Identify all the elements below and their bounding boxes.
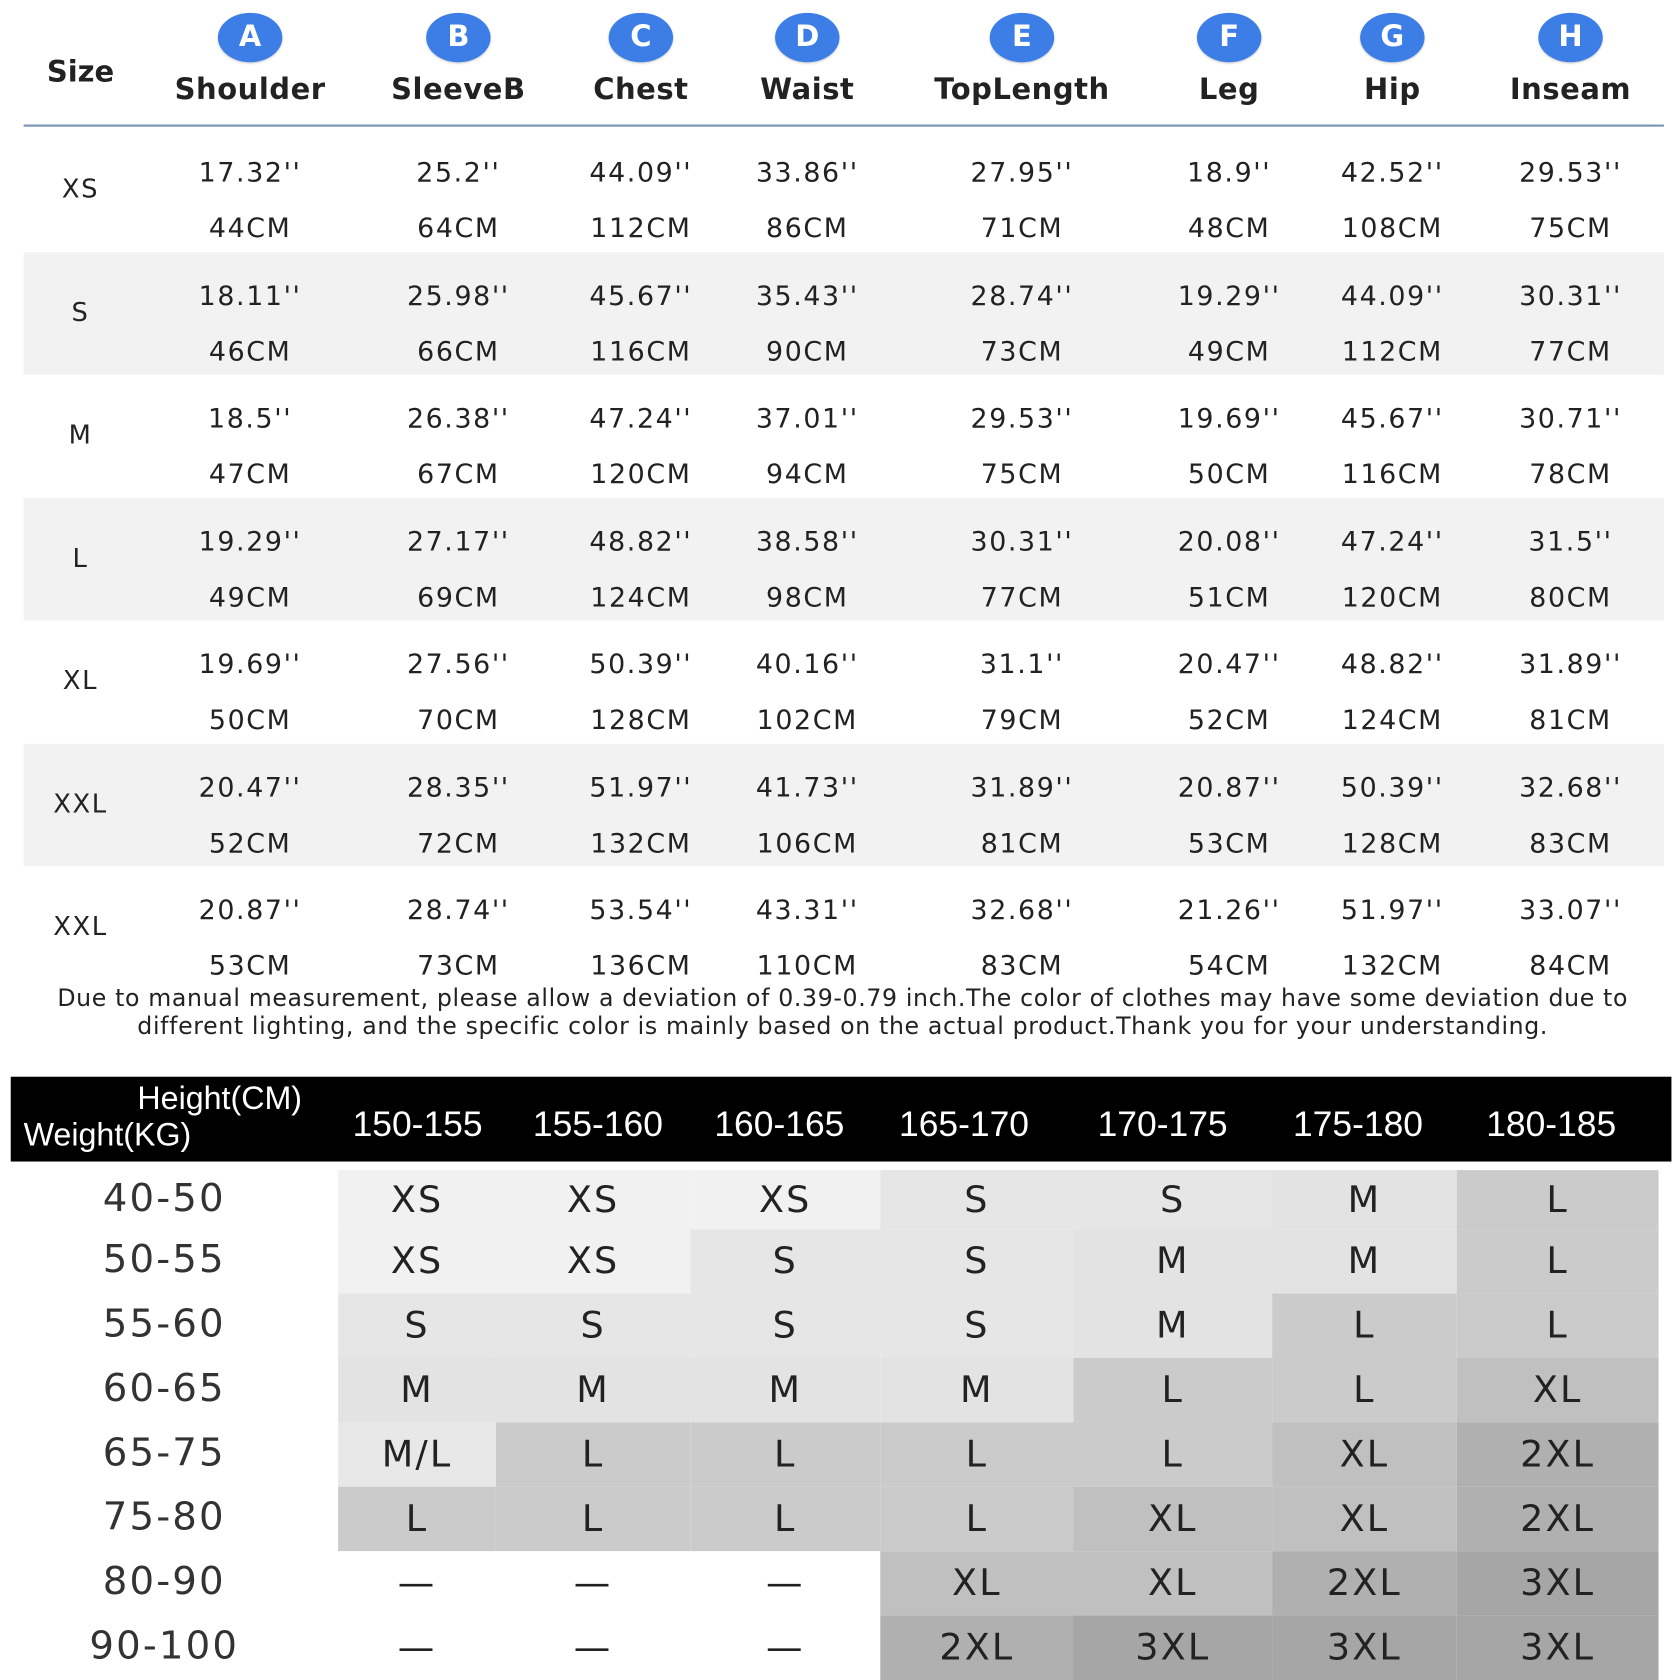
- cm-value: 50CM: [1187, 458, 1271, 490]
- height-range: 170-175: [1097, 1103, 1228, 1144]
- cm-value: 81CM: [980, 827, 1064, 859]
- cm-value: 86CM: [766, 212, 849, 244]
- inch-value: 44.09'': [589, 156, 693, 188]
- weight-range: 55-60: [102, 1302, 226, 1347]
- cm-value: 73CM: [980, 335, 1064, 367]
- size-cell: M: [880, 1358, 1073, 1422]
- cm-value: 83CM: [980, 950, 1064, 982]
- cm-value: 66CM: [417, 335, 500, 367]
- cm-value: 53CM: [1187, 827, 1271, 859]
- inch-value: 33.07'': [1519, 894, 1622, 926]
- size-cell: S: [880, 1294, 1073, 1358]
- size-cell: L: [1272, 1294, 1457, 1358]
- inch-value: 37.01'': [755, 402, 859, 434]
- cm-value: 73CM: [417, 950, 500, 982]
- cm-value: 84CM: [1529, 950, 1612, 982]
- inch-value: 19.29'': [198, 525, 302, 557]
- column-header: [1290, 0, 1494, 106]
- height-range: 180-185: [1486, 1103, 1617, 1144]
- inch-value: 26.38'': [406, 402, 510, 434]
- height-range: 175-180: [1292, 1103, 1423, 1144]
- cm-value: 75CM: [1529, 212, 1612, 244]
- height-axis-label: Height(CM): [137, 1081, 303, 1117]
- size-cell: —: [496, 1551, 690, 1615]
- inch-value: 51.97'': [589, 771, 693, 803]
- cm-value: 49CM: [1187, 335, 1271, 367]
- cm-value: 75CM: [980, 458, 1064, 490]
- size-cell: M: [1074, 1229, 1273, 1293]
- size-cell: 3XL: [1272, 1616, 1457, 1680]
- inch-value: 32.68'': [970, 894, 1074, 926]
- size-cell: M: [690, 1358, 880, 1422]
- inch-value: 38.58'': [755, 525, 859, 557]
- cm-value: 102CM: [756, 704, 858, 736]
- size-cell: S: [496, 1294, 690, 1358]
- size-cell: S: [1074, 1170, 1273, 1229]
- size-cell: M: [338, 1358, 496, 1422]
- size-cell: XL: [1074, 1487, 1273, 1551]
- cm-value: 112CM: [590, 212, 692, 244]
- cm-value: 132CM: [1341, 950, 1443, 982]
- inch-value: 47.24'': [1340, 525, 1444, 557]
- cm-value: 81CM: [1529, 704, 1612, 736]
- cm-value: 67CM: [417, 458, 500, 490]
- inch-value: 31.89'': [1519, 648, 1622, 680]
- weight-range: 80-90: [102, 1559, 226, 1604]
- size-label: XXL: [53, 911, 108, 942]
- inch-value: 30.71'': [1519, 402, 1622, 434]
- cm-value: 78CM: [1529, 458, 1612, 490]
- cm-value: 83CM: [1529, 827, 1612, 859]
- cm-value: 69CM: [417, 581, 500, 613]
- inch-value: 31.1'': [979, 648, 1065, 680]
- table-row: [24, 375, 1664, 498]
- cm-value: 46CM: [208, 335, 292, 367]
- height-range: 155-160: [532, 1103, 663, 1144]
- letter-badge: D: [775, 13, 839, 62]
- inch-value: 25.98'': [406, 279, 510, 311]
- inch-value: 44.09'': [1340, 279, 1444, 311]
- inch-value: 50.39'': [589, 648, 693, 680]
- table-row: [24, 498, 1664, 621]
- size-label: XS: [61, 173, 100, 204]
- size-label: S: [71, 296, 90, 327]
- inch-value: 18.11'': [198, 279, 302, 311]
- size-cell: —: [690, 1551, 880, 1615]
- inch-value: 27.95'': [970, 156, 1074, 188]
- size-cell: 2XL: [1457, 1422, 1659, 1486]
- inch-value: 42.52'': [1340, 156, 1444, 188]
- cm-value: 51CM: [1187, 581, 1271, 613]
- inch-value: 45.67'': [1340, 402, 1444, 434]
- inch-value: 17.32'': [198, 156, 302, 188]
- measurement-note: Due to manual measurement, please allow a deviation of 0.39-0.79 inch.The color of clothes may have some deviation due to different lighting, and the specific color is mainly based on the actual product.Thank you for your understanding.: [57, 985, 1629, 1041]
- size-header: Size: [46, 55, 115, 90]
- cm-value: 112CM: [1341, 335, 1443, 367]
- inch-value: 27.17'': [406, 525, 510, 557]
- column-header: [356, 0, 560, 106]
- inch-value: 32.68'': [1519, 771, 1622, 803]
- inch-value: 30.31'': [1519, 279, 1622, 311]
- size-cell: M: [1074, 1294, 1273, 1358]
- size-cell: L: [690, 1487, 880, 1551]
- column-label: Chest: [593, 72, 689, 107]
- inch-value: 45.67'': [589, 279, 693, 311]
- cm-value: 110CM: [756, 950, 858, 982]
- size-cell: —: [338, 1551, 496, 1615]
- size-cell: M: [1272, 1170, 1457, 1229]
- weight-axis-label: Weight(KG): [23, 1117, 192, 1153]
- cm-value: 52CM: [1187, 704, 1271, 736]
- size-cell: L: [1272, 1358, 1457, 1422]
- size-cell: XL: [1457, 1358, 1659, 1422]
- column-label: Shoulder: [174, 72, 326, 107]
- cm-value: 79CM: [980, 704, 1064, 736]
- table-row: [24, 743, 1664, 866]
- size-cell: L: [1457, 1294, 1659, 1358]
- cm-value: 120CM: [590, 458, 692, 490]
- size-label: L: [72, 542, 89, 573]
- inch-value: 51.97'': [1340, 894, 1444, 926]
- size-label: XXL: [53, 788, 108, 819]
- column-label: Inseam: [1509, 72, 1632, 107]
- weight-range: 75-80: [102, 1495, 226, 1540]
- inch-value: 27.56'': [406, 648, 510, 680]
- size-cell: XL: [880, 1551, 1073, 1615]
- cm-value: 136CM: [590, 950, 692, 982]
- cm-value: 108CM: [1341, 212, 1443, 244]
- letter-badge: E: [990, 13, 1054, 62]
- cm-value: 77CM: [980, 581, 1064, 613]
- cm-value: 98CM: [766, 581, 849, 613]
- size-cell: S: [338, 1294, 496, 1358]
- cm-value: 54CM: [1187, 950, 1271, 982]
- inch-value: 43.31'': [755, 894, 859, 926]
- size-cell: L: [496, 1487, 690, 1551]
- size-cell: 3XL: [1074, 1616, 1273, 1680]
- column-header: [920, 0, 1124, 106]
- inch-value: 30.31'': [970, 525, 1074, 557]
- letter-badge: A: [218, 13, 282, 62]
- column-header: [1469, 0, 1673, 106]
- inch-value: 28.74'': [406, 894, 510, 926]
- cm-value: 128CM: [590, 704, 692, 736]
- cm-value: 47CM: [208, 458, 292, 490]
- size-cell: L: [338, 1487, 496, 1551]
- size-cell: 2XL: [1457, 1487, 1659, 1551]
- size-cell: 3XL: [1457, 1551, 1659, 1615]
- size-cell: 3XL: [1457, 1616, 1659, 1680]
- inch-value: 20.87'': [198, 894, 302, 926]
- inch-value: 18.5'': [208, 402, 293, 434]
- size-cell: M: [1272, 1229, 1457, 1293]
- size-cell: XL: [1272, 1487, 1457, 1551]
- inch-value: 48.82'': [589, 525, 693, 557]
- inch-value: 31.5'': [1528, 525, 1613, 557]
- letter-badge: C: [609, 13, 673, 62]
- size-cell: XS: [338, 1170, 496, 1229]
- cm-value: 116CM: [1341, 458, 1443, 490]
- size-cell: 2XL: [1272, 1551, 1457, 1615]
- inch-value: 29.53'': [1519, 156, 1622, 188]
- size-cell: S: [880, 1229, 1073, 1293]
- cm-value: 124CM: [590, 581, 692, 613]
- size-cell: S: [690, 1294, 880, 1358]
- inch-value: 47.24'': [589, 402, 693, 434]
- size-cell: —: [496, 1616, 690, 1680]
- cm-value: 90CM: [766, 335, 849, 367]
- size-cell: S: [880, 1170, 1073, 1229]
- inch-value: 28.74'': [970, 279, 1074, 311]
- size-cell: L: [1074, 1422, 1273, 1486]
- cm-value: 52CM: [208, 827, 292, 859]
- size-cell: M: [496, 1358, 690, 1422]
- height-range: 150-155: [352, 1103, 483, 1144]
- table-row: [24, 866, 1664, 989]
- size-label: M: [68, 419, 93, 450]
- size-cell: L: [880, 1487, 1073, 1551]
- column-label: Hip: [1364, 72, 1421, 107]
- inch-value: 20.47'': [1177, 648, 1281, 680]
- inch-value: 41.73'': [755, 771, 859, 803]
- letter-badge: H: [1538, 13, 1602, 62]
- size-cell: L: [496, 1422, 690, 1486]
- inch-value: 20.47'': [198, 771, 302, 803]
- cm-value: 64CM: [417, 212, 500, 244]
- letter-badge: G: [1360, 13, 1424, 62]
- inch-value: 20.08'': [1177, 525, 1281, 557]
- column-label: SleeveB: [391, 72, 526, 107]
- size-cell: —: [690, 1616, 880, 1680]
- size-cell: 2XL: [880, 1616, 1073, 1680]
- cm-value: 44CM: [208, 212, 292, 244]
- cm-value: 53CM: [208, 950, 292, 982]
- cm-value: 80CM: [1529, 581, 1612, 613]
- size-label: XL: [62, 665, 99, 696]
- cm-value: 77CM: [1529, 335, 1612, 367]
- inch-value: 19.29'': [1177, 279, 1281, 311]
- cm-value: 49CM: [208, 581, 292, 613]
- inch-value: 33.86'': [755, 156, 859, 188]
- cm-value: 48CM: [1187, 212, 1271, 244]
- size-cell: S: [690, 1229, 880, 1293]
- cm-value: 124CM: [1341, 704, 1443, 736]
- cm-value: 116CM: [590, 335, 692, 367]
- table-row: [24, 620, 1664, 743]
- weight-range: 50-55: [102, 1237, 226, 1282]
- cm-value: 106CM: [756, 827, 858, 859]
- inch-value: 18.9'': [1187, 156, 1272, 188]
- inch-value: 28.35'': [406, 771, 510, 803]
- inch-value: 21.26'': [1177, 894, 1281, 926]
- column-label: Leg: [1198, 72, 1260, 107]
- column-header: [148, 0, 352, 106]
- size-cell: M/L: [338, 1422, 496, 1486]
- recommendation-header: [11, 1077, 1672, 1162]
- column-header: [705, 0, 909, 106]
- letter-badge: B: [426, 13, 490, 62]
- cm-value: 128CM: [1341, 827, 1443, 859]
- size-cell: L: [1457, 1229, 1659, 1293]
- cm-value: 132CM: [590, 827, 692, 859]
- weight-range: 90-100: [89, 1624, 240, 1669]
- size-cell: XS: [690, 1170, 880, 1229]
- size-cell: L: [1457, 1170, 1659, 1229]
- height-range: 160-165: [714, 1103, 845, 1144]
- cm-value: 50CM: [208, 704, 292, 736]
- inch-value: 19.69'': [1177, 402, 1281, 434]
- size-cell: XS: [496, 1229, 690, 1293]
- table-row: [24, 252, 1664, 375]
- cm-value: 70CM: [417, 704, 500, 736]
- inch-value: 48.82'': [1340, 648, 1444, 680]
- inch-value: 50.39'': [1340, 771, 1444, 803]
- size-cell: L: [880, 1422, 1073, 1486]
- header-divider: [24, 125, 1664, 127]
- inch-value: 19.69'': [198, 648, 302, 680]
- size-cell: L: [690, 1422, 880, 1486]
- cm-value: 120CM: [1341, 581, 1443, 613]
- cm-value: 71CM: [980, 212, 1064, 244]
- table-row: [24, 129, 1664, 252]
- size-cell: —: [338, 1616, 496, 1680]
- inch-value: 40.16'': [755, 648, 859, 680]
- size-cell: XL: [1272, 1422, 1457, 1486]
- height-range: 165-170: [898, 1103, 1030, 1144]
- inch-value: 29.53'': [970, 402, 1074, 434]
- size-cell: L: [1074, 1358, 1273, 1422]
- inch-value: 53.54'': [589, 894, 693, 926]
- inch-value: 25.2'': [416, 156, 501, 188]
- column-label: TopLength: [934, 72, 1110, 107]
- weight-range: 40-50: [102, 1176, 226, 1221]
- inch-value: 31.89'': [970, 771, 1074, 803]
- size-cell: XS: [338, 1229, 496, 1293]
- column-label: Waist: [760, 72, 855, 107]
- size-cell: XS: [496, 1170, 690, 1229]
- inch-value: 20.87'': [1177, 771, 1281, 803]
- cm-value: 94CM: [766, 458, 849, 490]
- cm-value: 72CM: [417, 827, 500, 859]
- size-cell: XL: [1074, 1551, 1273, 1615]
- weight-range: 65-75: [102, 1430, 226, 1475]
- weight-range: 60-65: [102, 1366, 226, 1411]
- letter-badge: F: [1197, 13, 1261, 62]
- inch-value: 35.43'': [755, 279, 859, 311]
